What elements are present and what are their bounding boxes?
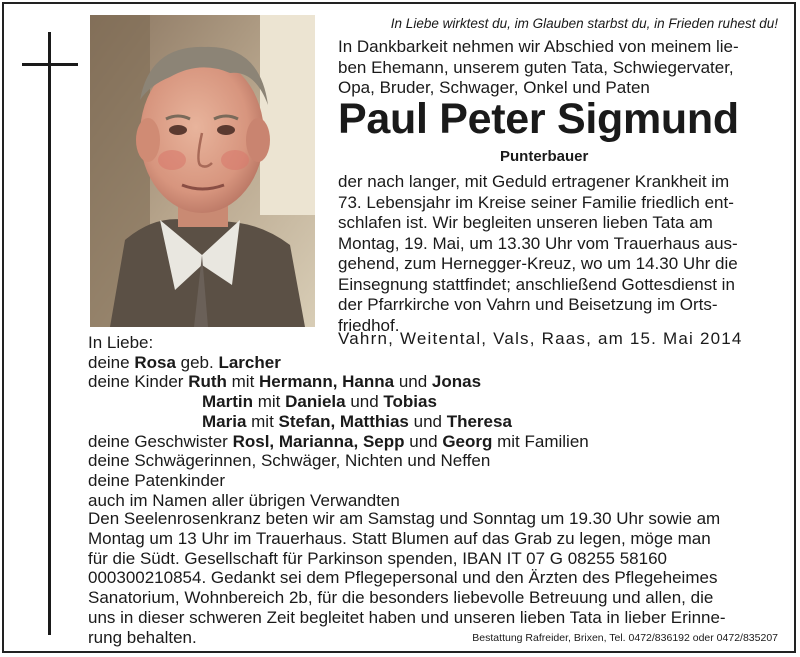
mourner-siblings: deine Geschwister Rosl, Marianna, Sepp und Georg mit Familien [88,431,589,451]
motto: In Liebe wirktest du, im Glauben starbst du, in Frieden ruhest du! [390,16,778,31]
details-line: Einsegnung stattfindet; anschließend Gottesdienst in [338,274,735,294]
closing-line: Den Seelenrosenkranz beten wir am Samstag und Sonntag um 19.30 Uhr sowie am [88,509,721,528]
place-date: Vahrn, Weitental, Vals, Raas, am 15. Mai 2014 [338,329,743,348]
cross-icon-bar [22,63,78,66]
closing-line: 000300210854. Gedankt sei dem Pflegepersonal und den Ärzten des Pflegeheimes [88,568,718,588]
mourner-relatives: auch im Namen aller übrigen Verwandten [88,490,400,510]
details-line: 73. Lebensjahr im Kreise seiner Familie friedlich ent- [338,192,734,212]
closing-line: Sanatorium, Wohnbereich 2b, für die besonders liebevolle Betreuung und allen, die [88,588,714,608]
closing-line: uns in dieser schweren Zeit begleitet haben und unseren lieben Tata in lieber Erinne- [88,607,726,627]
intro-line: ben Ehemann, unserem guten Tata, Schwiegervater, [338,57,734,77]
intro-line: In Dankbarkeit nehmen wir Abschied von meinem lie- [338,37,739,56]
closing-line: Montag um 13 Uhr im Trauerhaus. Statt Blumen auf das Grab zu legen, möge man [88,528,711,548]
intro-paragraph [338,37,776,99]
deceased-name: Paul Peter Sigmund [338,95,739,143]
mourner-children: deine Kinder Ruth mit Hermann, Hanna und Jonas [88,372,482,392]
mourner-in-laws: deine Schwägerinnen, Schwäger, Nichten und Neffen [88,451,491,471]
details-line: der nach langer, mit Geduld ertragener Krankheit im [338,172,730,191]
cross-icon [48,32,51,635]
details-line: friedhof. [338,315,400,335]
closing-line: rung behalten. [88,627,197,647]
details-line: schlafen ist. Wir begleiten unseren lieben Tata am [338,213,713,232]
funeral-details [338,172,778,336]
details-line: gehend, zum Hernegger-Kreuz, wo um 14.30 Uhr die [338,254,738,273]
closing-paragraph [88,509,778,648]
funeral-home-footer: Bestattung Rafreider, Brixen, Tel. 0472/836192 oder 0472/835207 [472,632,778,644]
details-line: Montag, 19. Mai, um 13.30 Uhr vom Trauerhaus aus- [338,233,738,253]
intro-line: Opa, Bruder, Schwager, Onkel und Paten [338,78,650,97]
mourners-heading: In Liebe: [88,333,154,352]
mourners-list [88,333,589,510]
mourner-children: Martin mit Daniela und Tobias [202,392,437,412]
mourner-wife: deine Rosa geb. Larcher [88,352,281,372]
details-line: der Pfarrkirche von Vahrn und Beisetzung im Orts- [338,295,718,314]
mourner-children: Maria mit Stefan, Matthias und Theresa [202,411,512,431]
house-name: Punterbauer [500,148,589,165]
closing-line: für die Südt. Gesellschaft für Parkinson spenden, IBAN IT 07 G 08255 58160 [88,548,667,568]
mourner-godchildren: deine Patenkinder [88,470,226,490]
portrait-photo [90,15,315,327]
